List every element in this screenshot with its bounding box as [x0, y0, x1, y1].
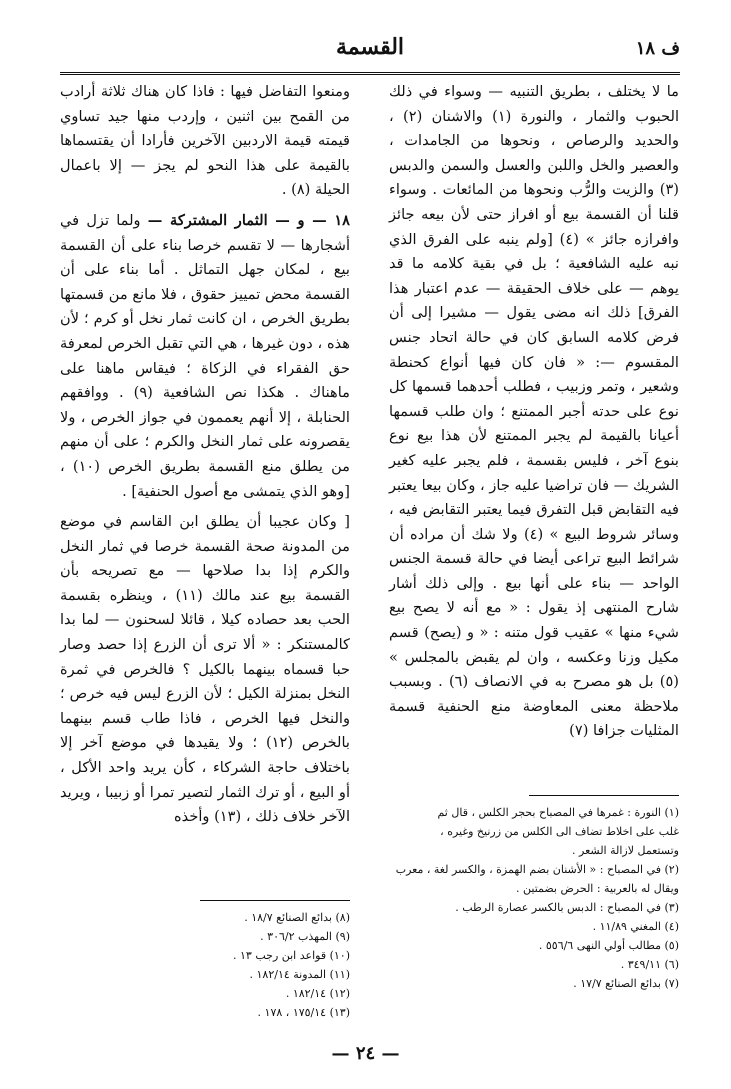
footnotes-right [389, 803, 679, 993]
footnote: غلب على اخلاط تضاف الى الكلس من زرنيخ وغيره ، [440, 825, 679, 838]
page-number: — ٢٤ — [331, 1043, 400, 1064]
footnote-rule-right [529, 795, 679, 796]
body-paragraph: ومنعوا التفاضل فيها : فاذا كان هناك ثلاثة أرادب من القمح بين اثنين ، وإردب منها جيد تساوي قيمته قيمة الاردبين الآخرين فأرادا أن يقتسماها بالقيمة على هذا النحو لم يجز — إلا باعمال الحيلة (٨) . [60, 83, 350, 199]
footnote: (١٢) ١٨٢/١٤ . [285, 987, 350, 1000]
right-column [389, 80, 679, 750]
footnote: (٧) بدائع الصنائع ١٧/٧ . [573, 977, 679, 990]
body-paragraph: [ وكان عجيبا أن يطلق ابن القاسم في موضع من المدونة صحة القسمة خرصا في ثمار النخل والكرم إذا بدا صلاحها — مع تصريحه بأن القسمة بيع عند مالك (١١) ، وينظره بقسمة الحب بعد حصاده كيلا ، قائلا لسحنون — لما بدا كالمستنكر : « ألا ترى أن الزرع إذا حصد وصار حبا قسماه بينهما بالكيل ؟ فالخرص في ثمرة النخل بمنزلة الكيل ؛ لأن الزرع ليس فيه خرص ؛ والنخل فيها الخرص ، فاذا طاب قسم بينهما بالخرص (١٢) ؛ ولا يقيدها في موضع آخر إلا باختلاف حاجة الشركاء ، كأن يريد واحد الأكل ، أو البيع ، أو ترك الثمار لتصير تمرا أو زبيبا ، ويريد الآخر خلاف ذلك ، (١٣) وأخذه [60, 513, 350, 826]
footnote: (١٣) ١٧٥/١٤ ، ١٧٨ . [257, 1006, 350, 1019]
section-heading: ١٨ — و — الثمار المشتركة — [147, 211, 351, 229]
footnote: (٢) في المصباح : « الأشنان بضم الهمزة ، والكسر لغة ، معرب [395, 863, 679, 876]
footnotes-left [60, 908, 350, 1022]
footnote: (٦) ٣٤٩/١١ . [620, 958, 679, 971]
footnote: (١١) المدونة ١٨٢/١٤ . [249, 968, 350, 981]
header-rule [60, 72, 680, 75]
footnote: (١) النورة : غمرها في المصباح بحجر الكلس ، قال ثم [437, 806, 679, 819]
footnote: ويقال له بالعربية : الحرض بضمتين . [516, 882, 679, 895]
footnote-rule-left [200, 900, 350, 901]
footnote: (١٠) قواعد ابن رجب ١٣ . [233, 949, 350, 962]
footnote: (٥) مطالب أولي النهى ٥٥٦/٦ . [538, 939, 679, 952]
footnote: وتستعمل لازالة الشعر . [572, 844, 679, 857]
body-paragraph: ما لا يختلف ، بطريق التنبيه — وسواء في ذلك الحبوب والثمار ، والنورة (١) والاشنان (٢) ، والحديد والرصاص ، ونحوها من الجامدات ، والعصير والخل واللبن والعسل والسمن والدبس (٣) والزيت والرُّب ونحوها من المائعات . وسواء قلنا أن القسمة بيع أو افراز حتى لأن بيعه جائز وافرازه جائز » (٤) [ولم ينبه على الفرق الذي نبه عليه الشافعية ؛ بل في بقية كلامه ما قد يوهم — على خلاف الحقيقة — عدم اعتبار هذا الفرق] ذلك انه مضى يقول — مشيرا إلى أن فرض كلامه السابق كان في حالة اتحاد جنس المقسوم —: « فان كان فيها أنواع كحنطة وشعير ، وتمر وزبيب ، فطلب أحدهما قسمها كل نوع على حدته أجبر الممتنع ؛ وان طلب قسمها أعيانا بالقيمة لم يجبر الممتنع لأن هذا بيع نوع بنوع آخر ، فليس بقسمة ، فلم يجبر عليه كغير الشريك — فان تراضيا عليه جاز ، وكان بيعا يعتبر فيه التقابض قبل التفرق فيما يعتبر التقابض فيه ، وسائر شروط البيع » (٤) ولا شك أن مراده أن شرائط البيع تراعى أيضا في حالة قسمة الجنس الواحد — بناء على أنها بيع . وإلى ذلك أشار شارح المنتهى إذ يقول : « مع أنه لا يصح بيع شيء منها » عقيب قول متنه : « و (يصح) قسم مكيل وزنا وعكسه ، وان لم يقبض بالمجلس » (٥) بل هو مصرح به في الانصاف (٦) . وبسبب ملاحظة معنى المعاوضة منع الحنفية قسمة المثليات جزافا (٧) [389, 83, 680, 740]
footnote: (٨) بدائع الصنائع ١٨/٧ . [244, 911, 350, 924]
footnote: (٤) المغني ١١/٨٩ . [592, 920, 679, 933]
footnote: (٩) المهذب ٣٠٦/٢ . [260, 930, 350, 943]
section-reference: ف ١٨ [635, 38, 680, 59]
footnote: (٣) في المصباح : الدبس بالكسر عصارة الرطب . [455, 901, 679, 914]
left-column [60, 80, 350, 836]
running-title: القسمة [335, 34, 405, 60]
section-paragraph [60, 209, 350, 504]
page-header [60, 32, 680, 72]
section-text: ولما تزل في أشجارها — لا تقسم خرصا بناء على أن القسمة بيع ، لمكان جهل التماثل . أما بناء على أن القسمة محض تمييز حقوق ، فلا مانع من قسمتها بطريق الخرص ، ان كانت ثمار نخل أو كرم ؛ لأن هذه ، دون غيرها ، هي التي تقبل الخرص لمعرفة حق الفقراء في الزكاة ؛ فيقاس ماهنا على ماهناك . هكذا نص الشافعية (٩) . ووافقهم الحنابلة ، إلا أنهم يعممون في جواز الخرص ، ولا يقصرونه على ثمار النخل والكرم ؛ على أن منهم من يطلق منع القسمة بطريق الخرص (١٠) ، [وهو الذي يتمشى مع أصول الحنفية] . [60, 211, 351, 500]
